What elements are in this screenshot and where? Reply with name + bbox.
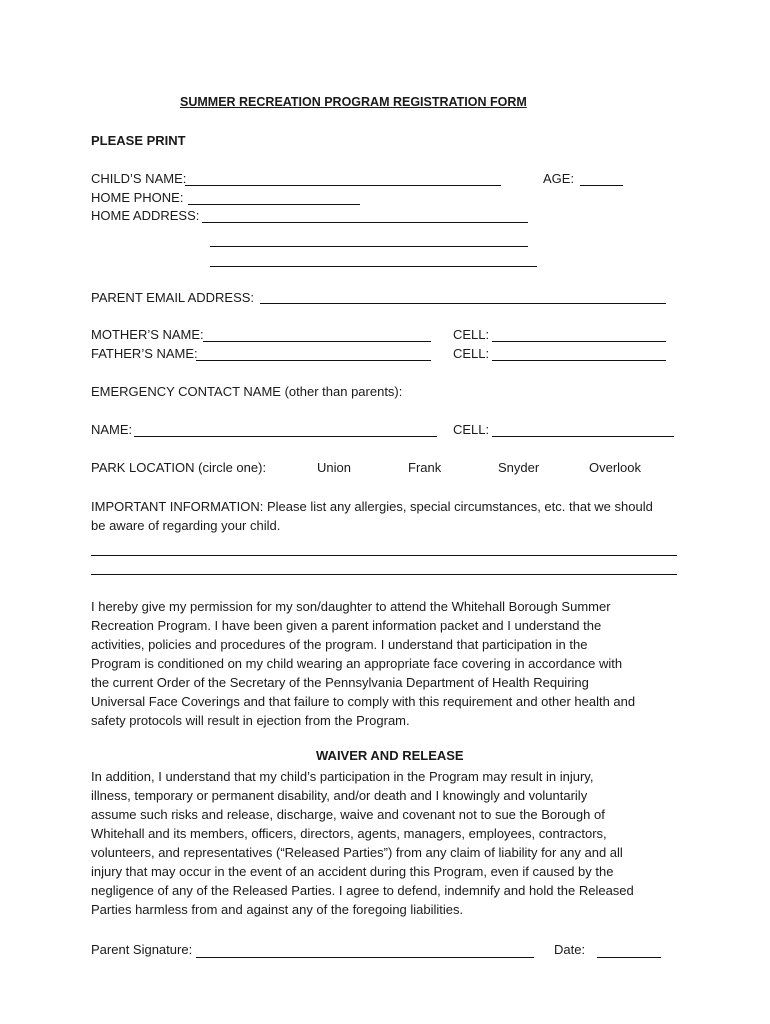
please-print-label: PLEASE PRINT [91,133,186,148]
parent-email-field[interactable] [260,303,666,304]
permission-paragraph [91,597,691,730]
mothers-name-label: MOTHER’S NAME: [91,327,204,342]
park-option-union[interactable]: Union [317,460,351,475]
emergency-contact-heading: EMERGENCY CONTACT NAME (other than parents): [91,384,403,399]
mothers-name-field[interactable] [203,341,431,342]
emergency-cell-label: CELL: [453,422,490,437]
park-option-frank[interactable]: Frank [408,460,442,475]
permission-line: Universal Face Coverings and that failure to comply with this requirement and other health and [91,694,636,709]
important-info-line: be aware of regarding your child. [91,518,281,533]
waiver-line: injury that may occur in the event of an accident during this Program, even if caused by the [91,864,614,879]
mother-cell-field[interactable] [492,341,666,342]
permission-line: safety protocols will result in ejection from the Program. [91,713,410,728]
important-info-text [91,497,691,535]
child-name-label: CHILD’S NAME: [91,171,187,186]
park-option-overlook[interactable]: Overlook [589,460,642,475]
permission-line: Recreation Program. I have been given a parent information packet and I understand the [91,618,602,633]
form-title: SUMMER RECREATION PROGRAM REGISTRATION FORM [180,95,527,109]
waiver-line: In addition, I understand that my child’s participation in the Program may result in injury, [91,769,594,784]
emergency-cell-field[interactable] [492,436,674,437]
home-address-label: HOME ADDRESS: [91,208,200,223]
park-option-snyder[interactable]: Snyder [498,460,540,475]
waiver-title: WAIVER AND RELEASE [316,748,464,763]
permission-line: I hereby give my permission for my son/daughter to attend the Whitehall Borough Summer [91,599,611,614]
home-address-field-3[interactable] [210,266,537,267]
fathers-name-field[interactable] [196,360,431,361]
emergency-name-field[interactable] [134,436,437,437]
waiver-line: Whitehall and its members, officers, directors, agents, managers, employees, contractors, [91,826,607,841]
parent-signature-field[interactable] [196,957,534,958]
permission-line: activities, policies and procedures of the program. I understand that participation in the [91,637,588,652]
home-phone-field[interactable] [188,204,360,205]
child-name-field[interactable] [185,185,501,186]
waiver-paragraph [91,767,691,919]
home-phone-label: HOME PHONE: [91,190,184,205]
important-info-line: IMPORTANT INFORMATION: Please list any allergies, special circumstances, etc. that we should [91,499,653,514]
waiver-line: volunteers, and representatives (“Released Parties”) from any claim of liability for any and all [91,845,623,860]
mother-cell-label: CELL: [453,327,490,342]
waiver-line: Parties harmless from and against any of the foregoing liabilities. [91,902,464,917]
important-info-field-2[interactable] [91,574,677,575]
important-info-field-1[interactable] [91,555,677,556]
waiver-line: assume such risks and release, discharge, waive and covenant not to sue the Borough of [91,807,605,822]
parent-email-label: PARENT EMAIL ADDRESS: [91,290,255,305]
emergency-name-label: NAME: [91,422,133,437]
fathers-name-label: FATHER’S NAME: [91,346,198,361]
father-cell-field[interactable] [492,360,666,361]
waiver-line: illness, temporary or permanent disability, and/or death and I knowingly and voluntarily [91,788,588,803]
park-location-label: PARK LOCATION (circle one): [91,460,267,475]
age-label: AGE: [543,171,575,186]
father-cell-label: CELL: [453,346,490,361]
permission-line: the current Order of the Secretary of the Pennsylvania Department of Health Requiring [91,675,589,690]
permission-line: Program is conditioned on my child wearing an appropriate face covering in accordance with [91,656,623,671]
date-label: Date: [554,942,586,957]
waiver-line: negligence of any of the Released Parties. I agree to defend, indemnify and hold the Released [91,883,634,898]
age-field[interactable] [580,185,623,186]
home-address-field-2[interactable] [210,246,528,247]
date-field[interactable] [597,957,661,958]
parent-signature-label: Parent Signature: [91,942,193,957]
home-address-field-1[interactable] [202,222,528,223]
